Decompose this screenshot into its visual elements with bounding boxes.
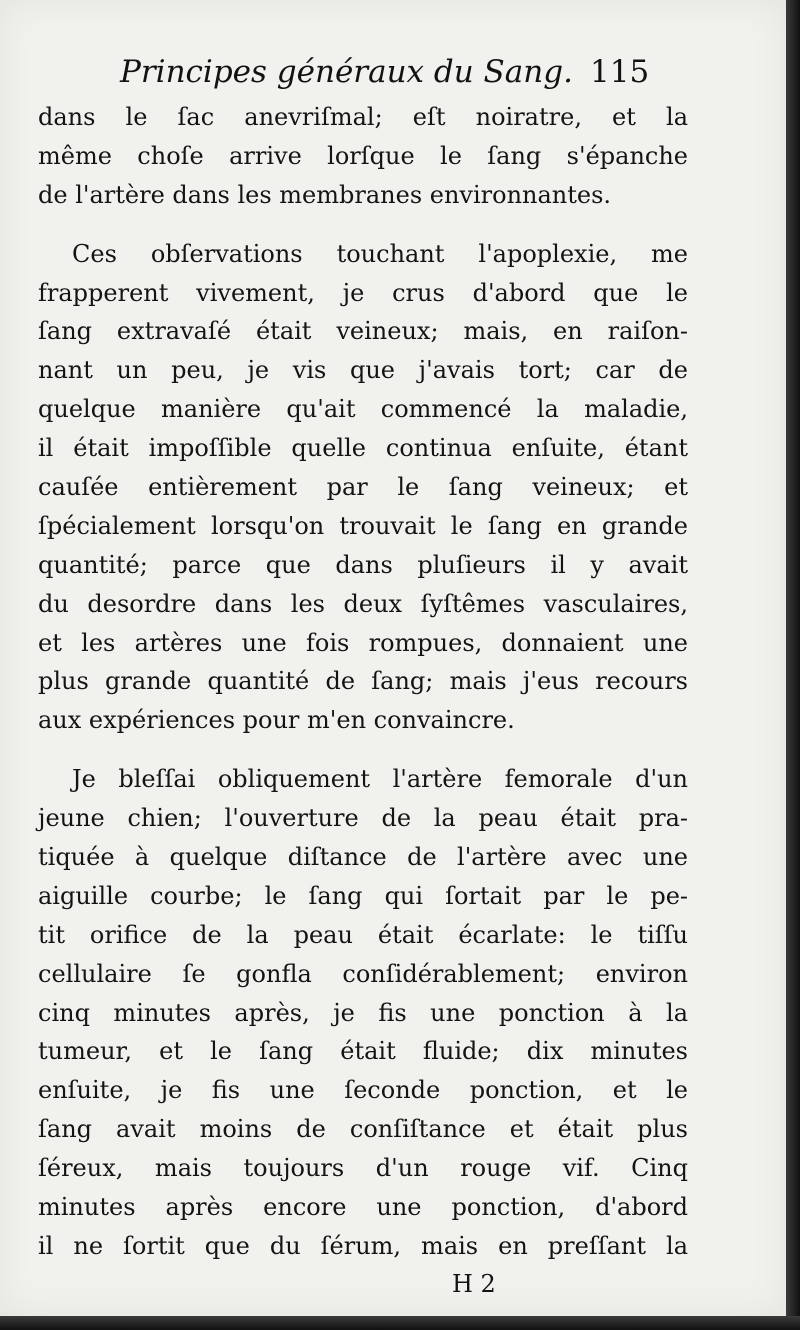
paragraph-2 [38,235,688,741]
text-line: ſéreux, mais toujours d'un rouge vif. Cinq [38,1154,688,1183]
text-line: nant un peu, je vis que j'avais tort; car de [38,356,688,385]
signature-mark: H 2 [452,1270,496,1298]
text-line: Je bleſſai obliquement l'artère femorale d'un [72,765,688,794]
text-line: quantité; parce que dans pluſieurs il y avait [38,550,688,579]
text-line: tiquée à quelque diſtance de l'artère avec une [38,843,688,872]
text-line: dans le ſac anevriſmal; eſt noiratre, et la [38,103,688,131]
text-line: aux expériences pour m'en convaincre. [38,706,515,735]
paragraph-3 [38,760,688,1266]
text-line: tit orifice de la peau était écarlate: le tiſſu [38,920,688,949]
text-line: il ne ſortit que du ſérum, mais en preſſant la [38,1231,688,1260]
text-line: frapperent vivement, je crus d'abord que le [38,278,688,307]
page-number: 115 [590,54,650,90]
text-line: et les artères une fois rompues, donnaient une [38,628,688,657]
text-line: de l'artère dans les membranes environnantes. [38,180,612,209]
running-title: Principes généraux du Sang. [120,54,573,90]
text-line: ſang avait moins de conſiſtance et était plus [38,1115,688,1144]
text-line: ſpécialement lorsqu'on trouvait le ſang en grande [38,511,688,540]
text-line: tumeur, et le ſang était fluide; dix minutes [38,1037,688,1066]
text-line: ſang extravaſé était veineux; mais, en raiſon- [38,317,688,346]
text-line: quelque manière qu'ait commencé la maladie, [38,395,688,424]
text-line: plus grande quantité de ſang; mais j'eus recours [38,667,688,696]
text-line: jeune chien; l'ouverture de la peau était pra- [38,804,688,833]
text-line: du desordre dans les deux ſyſtêmes vasculaires, [38,589,688,618]
body-text [38,98,688,1266]
page-bottom-shadow [0,1316,800,1330]
text-line: cauſée entièrement par le ſang veineux; et [38,473,688,502]
text-line: cellulaire ſe gonfla conſidérablement; environ [38,959,688,988]
text-line: aiguille courbe; le ſang qui ſortait par le pe- [38,881,688,910]
text-line: il était impoſſible quelle continua enſuite, étant [38,434,688,463]
text-line: Ces obſervations touchant l'apoplexie, me [72,239,688,268]
page-header [0,48,786,100]
text-line: minutes après encore une ponction, d'abord [38,1193,688,1222]
paragraph-1 [38,98,688,215]
page-edge-shadow [786,0,800,1330]
text-line: cinq minutes après, je fis une ponction à la [38,998,688,1027]
text-line: même choſe arrive lorſque le ſang s'épanche [38,141,688,170]
text-line: enſuite, je fis une ſeconde ponction, et le [38,1076,688,1105]
